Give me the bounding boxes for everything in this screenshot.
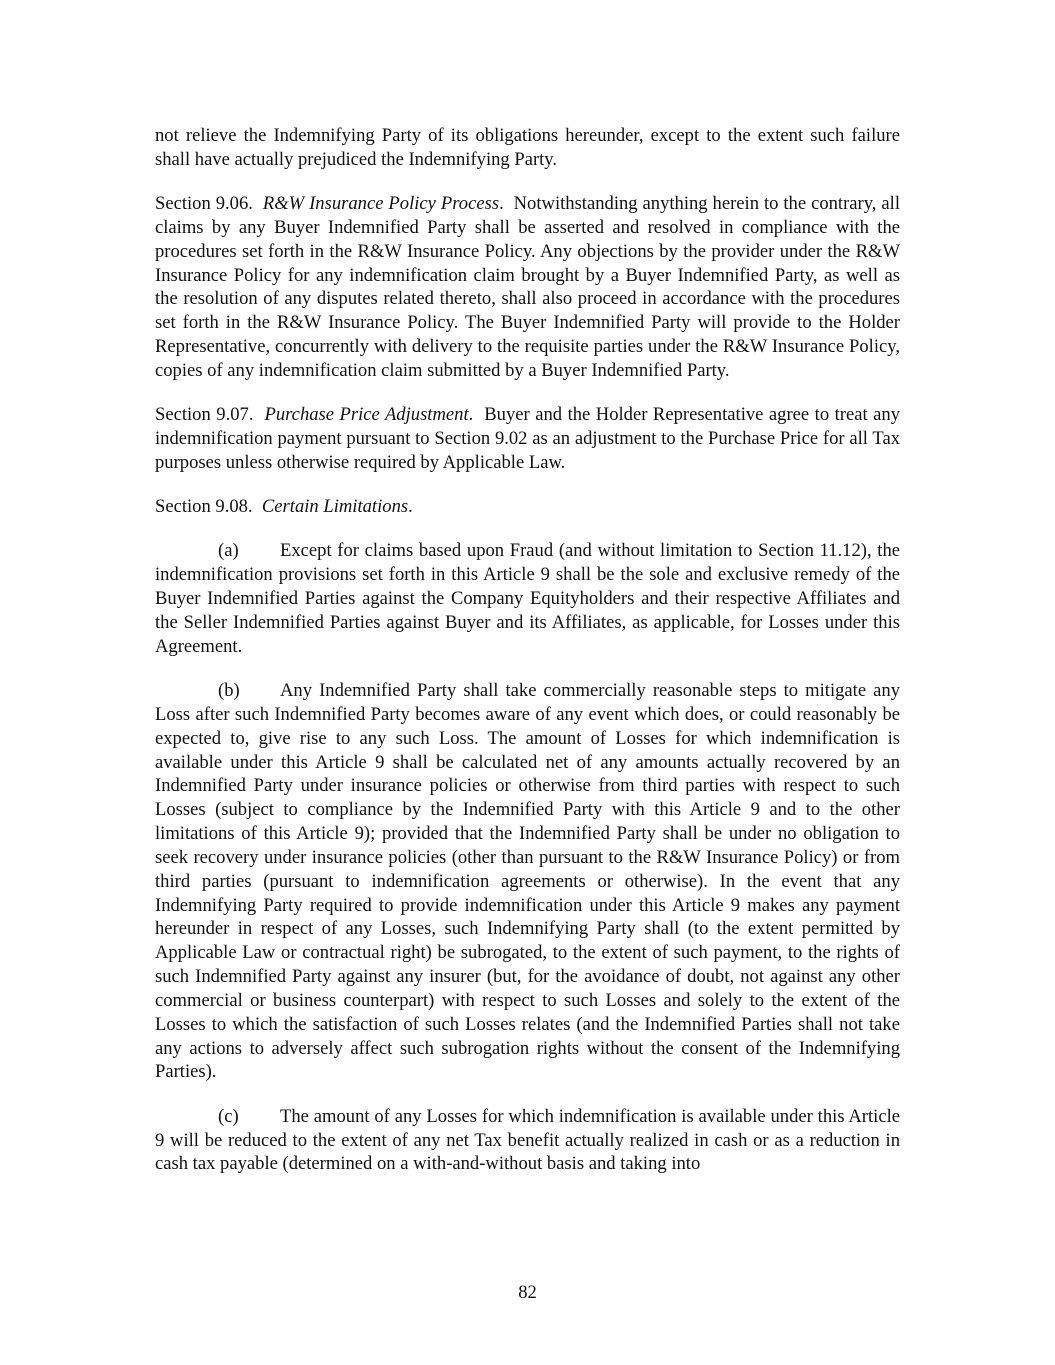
section-title: Purchase Price Adjustment [264,404,469,426]
subsection-label: (c) [218,1105,239,1127]
subsection-a [155,539,900,658]
section-body: Notwithstanding anything herein to the contrary, all claims by any Buyer Indemnified Party shall be asserted and resolved in compliance with the procedures set forth in the R&W Insurance Policy. Any objections by the provider under the R&W Insurance Policy for any indemnification claim brought by a Buyer Indemnified Party, as well as the resolution of any disputes related thereto, shall also proceed in accordance with the procedures set forth in the R&W Insurance Policy. The Buyer Indemnified Party will provide to the Holder Representative, concurrently with delivery to the requisite parties under the R&W Insurance Policy, copies of any indemnification claim submitted by a Buyer Indemnified Party. [155,193,900,381]
continuation-paragraph: not relieve the Indemnifying Party of its obligations hereunder, except to the extent such failure shall have actually prejudiced the Indemnifying Party. [155,125,900,170]
subsection-b [155,679,900,1084]
section-9-08: Section 9.08. Certain Limitations. [155,496,413,518]
section-9-06: Section 9.06. R&W Insurance Policy Process. Notwithstanding anything herein to the contrary, all claims by any Buyer Indemnified Party shall be asserted and resolved in compliance with the procedures set forth in the R&W Insurance Policy. Any objections by the provider under the R&W Insurance Policy for any indemnification claim brought by a Buyer Indemnified Party, as well as the resolution of any disputes related thereto, shall also proceed in accordance with the procedures set forth in the R&W Insurance Policy. The Buyer Indemnified Party will provide to the Holder Representative, concurrently with delivery to the requisite parties under the R&W Insurance Policy, copies of any indemnification claim submitted by a Buyer Indemnified Party. [155,193,900,381]
section-title: Certain Limitations [261,496,409,518]
page-body [155,124,900,1197]
subsection-label: (a) [218,540,239,562]
subsection-label: (b) [218,679,240,701]
section-title: R&W Insurance Policy Process [262,193,500,215]
section-number: Section 9.06. [155,193,253,215]
subsection-text: Any Indemnified Party shall take commercially reasonable steps to mitigate any Loss after such Indemnified Party becomes aware of any event which does, or could reasonably be expected to, give rise to any such Loss. The amount of Losses for which indemnification is available under this Article 9 shall be calculated net of any amounts actually recovered by an Indemnified Party under insurance policies or otherwise from third parties with respect to such Losses (subject to compliance by the Indemnified Party with this Article 9 and to the other limitations of this Article 9); provided that the Indemnified Party shall be under no obligation to seek recovery under insurance policies (other than pursuant to the R&W Insurance Policy) or from third parties (pursuant to indemnification agreements or otherwise). In the event that any Indemnifying Party required to provide indemnification under this Article 9 makes any payment hereunder in respect of any Losses, such Indemnifying Party shall (to the extent permitted by Applicable Law or contractual right) be subrogated, to the extent of such payment, to the rights of such Indemnified Party against any insurer (but, for the avoidance of doubt, not against any other commercial or business counterpart) with respect to such Losses and solely to the extent of the Losses to which the satisfaction of such Losses relates (and the Indemnified Parties shall not take any actions to adversely affect such subrogation rights without the consent of the Indemnifying Parties). [155,679,900,1083]
subsection-text: Except for claims based upon Fraud (and without limitation to Section 11.12), the indemnification provisions set forth in this Article 9 shall be the sole and exclusive remedy of the Buyer Indemnified Parties against the Company Equityholders and their respective Affiliates and the Seller Indemnified Parties against Buyer and its Affiliates, as applicable, for Losses under this Agreement. [155,540,900,657]
page-number: 82 [518,1282,537,1303]
subsection-c [155,1105,900,1177]
subsection-text: The amount of any Losses for which indemnification is available under this Article 9 will be reduced to the extent of any net Tax benefit actually realized in cash or as a reduction in cash tax payable (determined on a with-and-without basis and taking into [155,1105,900,1175]
section-number: Section 9.08. [155,496,253,518]
section-9-07: Section 9.07. Purchase Price Adjustment. Buyer and the Holder Representative agree to treat any indemnification payment pursuant to Section 9.02 as an adjustment to the Purchase Price for all Tax purposes unless otherwise required by Applicable Law. [155,404,901,473]
section-number: Section 9.07. [155,404,254,426]
section-body: Buyer and the Holder Representative agree to treat any indemnification payment pursuant to Section 9.02 as an adjustment to the Purchase Price for all Tax purposes unless otherwise required by Applicable Law. [155,404,901,473]
